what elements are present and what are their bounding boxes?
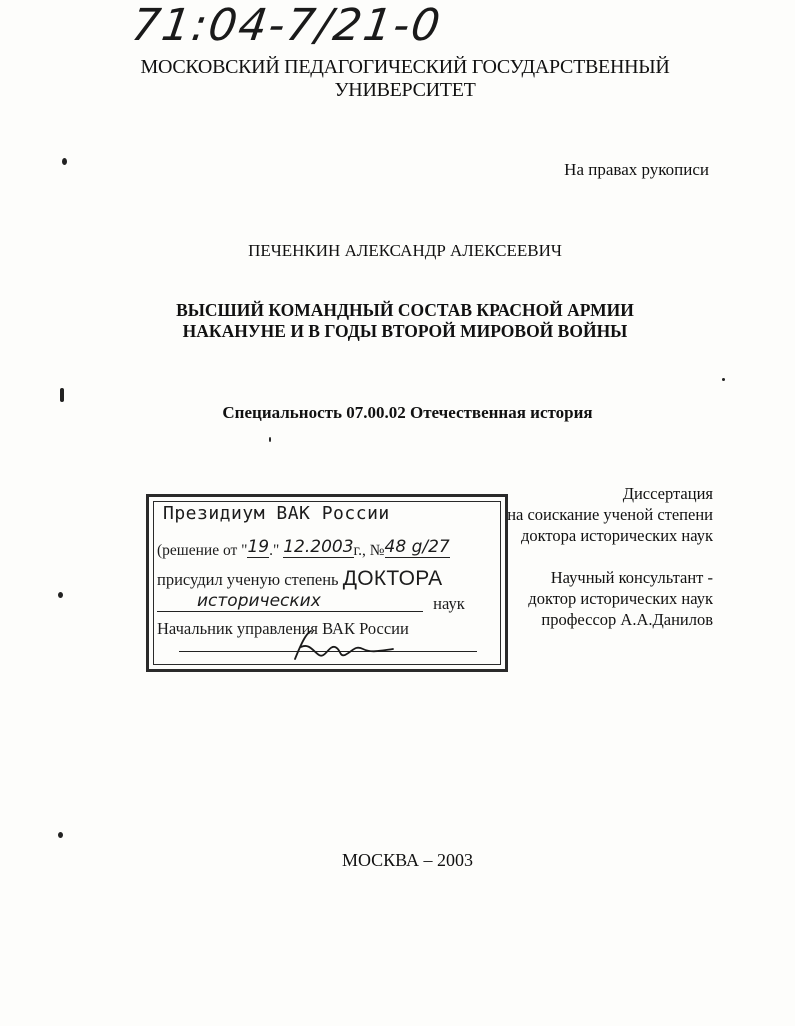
stamp-field [157, 591, 497, 615]
stamp-awarded-text: присудил ученую степень [157, 570, 339, 589]
dissertation-line-1: Диссертация [622, 484, 713, 503]
stamp-number: 48 g/27 [384, 537, 450, 557]
scan-speck [60, 388, 64, 402]
title-line-2: НАКАНУНЕ И В ГОДЫ ВТОРОЙ МИРОВОЙ ВОЙНЫ [182, 321, 628, 341]
advisor-line-1: Научный консультант - [550, 568, 713, 587]
scan-speck [58, 832, 63, 838]
stamp-degree: ДОКТОРА [342, 567, 443, 590]
rights-note: На правах рукописи [564, 160, 709, 179]
city-year: МОСКВА – 2003 [341, 850, 474, 870]
advisor-line-2: доктор исторических наук [528, 589, 713, 608]
dissertation-info [507, 483, 713, 630]
stamp-award [157, 567, 442, 591]
university-name [0, 56, 795, 102]
stamp-day: 19 [247, 537, 270, 557]
archive-code: 71:04-7/21-0 [128, 0, 445, 51]
scan-speck [269, 437, 271, 442]
stamp-header: Президиум ВАК России [163, 503, 390, 524]
scan-speck [722, 378, 725, 381]
dissertation-line-3: доктора исторических наук [520, 526, 713, 545]
stamp-year: 2003 [310, 537, 354, 557]
scan-speck [58, 592, 63, 598]
advisor-line-3: профессор А.А.Данилов [541, 610, 713, 629]
university-line-2: УНИВЕРСИТЕТ [334, 79, 476, 101]
author-name: ПЕЧЕНКИН АЛЕКСАНДР АЛЕКСЕЕВИЧ [248, 241, 562, 260]
stamp-decision [157, 537, 450, 561]
stamp-field-handwritten: исторических [157, 591, 423, 612]
scan-speck [62, 158, 67, 165]
vak-stamp [146, 494, 508, 672]
specialty: Специальность 07.00.02 Отечественная история [222, 403, 593, 422]
dissertation-title [0, 300, 795, 342]
stamp-year-suffix: г., № [353, 542, 385, 559]
stamp-head-title: Начальник управления ВАК России [157, 619, 409, 638]
stamp-decision-prefix: (решение от " [157, 542, 248, 559]
stamp-field-suffix: наук [433, 594, 465, 613]
university-line-1: МОСКОВСКИЙ ПЕДАГОГИЧЕСКИЙ ГОСУДАРСТВЕННЫЙ [140, 56, 670, 78]
stamp-month: 12. [283, 537, 311, 557]
dissertation-line-2: на соискание ученой степени [507, 505, 713, 524]
stamp-sep: ." [269, 542, 284, 559]
title-line-1: ВЫСШИЙ КОМАНДНЫЙ СОСТАВ КРАСНОЙ АРМИИ [176, 300, 634, 320]
signature-icon [289, 629, 399, 665]
